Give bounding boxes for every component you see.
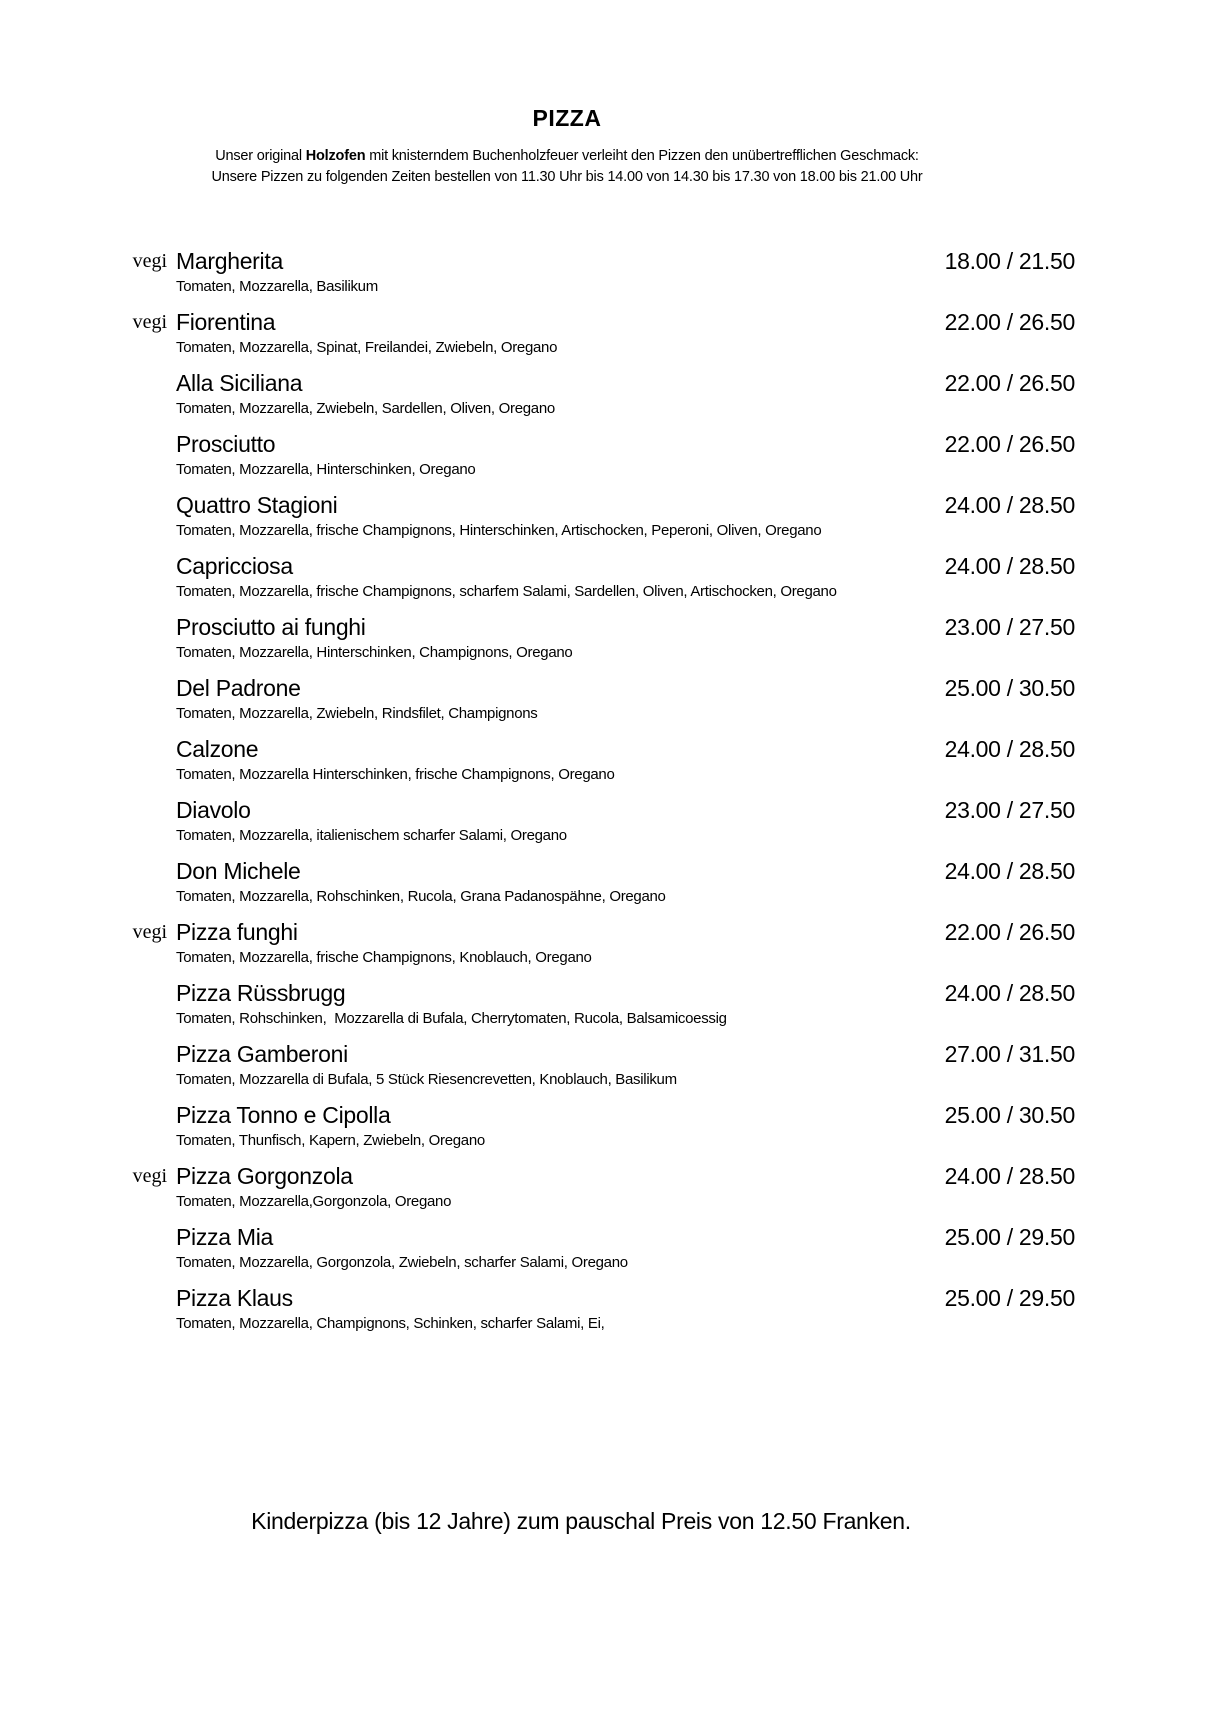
pizza-name: Pizza Tonno e Cipolla bbox=[176, 1102, 391, 1128]
item-main bbox=[176, 309, 945, 357]
pizza-description: Tomaten, Mozzarella, italienischem scharfer Salami, Oregano bbox=[176, 827, 567, 844]
menu-item bbox=[107, 309, 1075, 357]
pizza-description: Tomaten, Mozzarella, Rohschinken, Rucola, Grana Padanospähne, Oregano bbox=[176, 888, 666, 905]
pizza-price: 24.00 / 28.50 bbox=[944, 736, 1075, 762]
intro-text bbox=[107, 146, 1027, 188]
pizza-description: Tomaten, Mozzarella, frische Champignons, Knoblauch, Oregano bbox=[176, 949, 592, 966]
pizza-name: Alla Siciliana bbox=[176, 370, 303, 396]
pizza-price: 23.00 / 27.50 bbox=[944, 797, 1075, 823]
pizza-name: Pizza Klaus bbox=[176, 1285, 293, 1311]
pizza-price: 24.00 / 28.50 bbox=[944, 858, 1075, 884]
pizza-name: Pizza Mia bbox=[176, 1224, 273, 1250]
item-main bbox=[176, 553, 945, 601]
pizza-price: 25.00 / 29.50 bbox=[944, 1224, 1075, 1250]
pizza-price: 22.00 / 26.50 bbox=[944, 309, 1075, 335]
pizza-price: 24.00 / 28.50 bbox=[944, 553, 1075, 579]
pizza-description: Tomaten, Mozzarella di Bufala, 5 Stück Riesencrevetten, Knoblauch, Basilikum bbox=[176, 1071, 677, 1088]
item-main bbox=[176, 492, 945, 540]
pizza-name: Pizza Rüssbrugg bbox=[176, 980, 346, 1006]
pizza-description: Tomaten, Mozzarella, frische Champignons, Hinterschinken, Artischocken, Peperoni, Oliven, Oregano bbox=[176, 522, 822, 539]
kinderpizza-note: Kinderpizza (bis 12 Jahre) zum pauschal Preis von 12.50 Franken. bbox=[251, 1508, 911, 1534]
pizza-description: Tomaten, Mozzarella, Zwiebeln, Rindsfilet, Champignons bbox=[176, 705, 538, 722]
item-main bbox=[176, 736, 945, 784]
item-main bbox=[176, 980, 945, 1028]
page-content bbox=[107, 0, 1075, 1535]
menu-list bbox=[107, 248, 1075, 1333]
pizza-name: Calzone bbox=[176, 736, 259, 762]
intro-line1-bold: Holzofen bbox=[305, 148, 366, 164]
pizza-price: 23.00 / 27.50 bbox=[944, 614, 1075, 640]
item-main bbox=[176, 797, 945, 845]
pizza-description: Tomaten, Mozzarella, Champignons, Schinken, scharfer Salami, Ei, bbox=[176, 1315, 605, 1332]
pizza-name: Fiorentina bbox=[176, 309, 276, 335]
vegi-label: vegi bbox=[132, 250, 167, 272]
menu-item bbox=[107, 919, 1075, 967]
pizza-name: Don Michele bbox=[176, 858, 301, 884]
pizza-description: Tomaten, Mozzarella, Hinterschinken, Champignons, Oregano bbox=[176, 644, 573, 661]
pizza-description: Tomaten, Mozzarella, Zwiebeln, Sardellen, Oliven, Oregano bbox=[176, 400, 555, 417]
pizza-price: 25.00 / 29.50 bbox=[944, 1285, 1075, 1311]
pizza-name: Diavolo bbox=[176, 797, 251, 823]
menu-item bbox=[107, 1102, 1075, 1150]
menu-item bbox=[107, 431, 1075, 479]
menu-item bbox=[107, 980, 1075, 1028]
pizza-name: Prosciutto bbox=[176, 431, 276, 457]
vegi-label: vegi bbox=[132, 921, 167, 943]
menu-item bbox=[107, 553, 1075, 601]
item-main bbox=[176, 614, 945, 662]
pizza-name: Pizza funghi bbox=[176, 919, 298, 945]
pizza-name: Margherita bbox=[176, 248, 283, 274]
pizza-price: 18.00 / 21.50 bbox=[944, 248, 1075, 274]
pizza-description: Tomaten, Rohschinken, Mozzarella di Bufala, Cherrytomaten, Rucola, Balsamicoessig bbox=[176, 1010, 727, 1027]
intro-line1-suffix: mit knisterndem Buchenholzfeuer verleiht den Pizzen den unübertrefflichen Geschmack: bbox=[365, 148, 919, 164]
item-main bbox=[176, 1163, 945, 1211]
pizza-description: Tomaten, Thunfisch, Kapern, Zwiebeln, Oregano bbox=[176, 1132, 485, 1149]
menu-item bbox=[107, 858, 1075, 906]
pizza-price: 22.00 / 26.50 bbox=[944, 370, 1075, 396]
menu-item bbox=[107, 1224, 1075, 1272]
item-main bbox=[176, 675, 945, 723]
intro-line1-prefix: Unser original bbox=[215, 148, 306, 164]
menu-item bbox=[107, 797, 1075, 845]
menu-item bbox=[107, 492, 1075, 540]
item-main bbox=[176, 370, 945, 418]
pizza-name: Pizza Gorgonzola bbox=[176, 1163, 353, 1189]
item-main bbox=[176, 1102, 945, 1150]
menu-item bbox=[107, 1285, 1075, 1333]
menu-item bbox=[107, 1163, 1075, 1211]
page-title: PIZZA bbox=[532, 105, 602, 131]
pizza-price: 25.00 / 30.50 bbox=[944, 1102, 1075, 1128]
pizza-price: 22.00 / 26.50 bbox=[944, 919, 1075, 945]
item-main bbox=[176, 1224, 945, 1272]
menu-item bbox=[107, 248, 1075, 296]
pizza-description: Tomaten, Mozzarella Hinterschinken, frische Champignons, Oregano bbox=[176, 766, 615, 783]
menu-item bbox=[107, 1041, 1075, 1089]
pizza-name: Capricciosa bbox=[176, 553, 293, 579]
item-main bbox=[176, 1285, 945, 1333]
menu-item bbox=[107, 675, 1075, 723]
page-header bbox=[107, 104, 1027, 188]
pizza-name: Quattro Stagioni bbox=[176, 492, 338, 518]
vegi-label: vegi bbox=[132, 1165, 167, 1187]
pizza-description: Tomaten, Mozzarella, frische Champignons, scharfem Salami, Sardellen, Oliven, Artischocken, Oregano bbox=[176, 583, 837, 600]
pizza-name: Prosciutto ai funghi bbox=[176, 614, 366, 640]
intro-line-1 bbox=[107, 146, 1027, 167]
pizza-name: Pizza Gamberoni bbox=[176, 1041, 348, 1067]
pizza-price: 24.00 / 28.50 bbox=[944, 1163, 1075, 1189]
pizza-description: Tomaten, Mozzarella, Basilikum bbox=[176, 278, 378, 295]
pizza-price: 27.00 / 31.50 bbox=[944, 1041, 1075, 1067]
item-main bbox=[176, 248, 945, 296]
item-main bbox=[176, 858, 945, 906]
pizza-description: Tomaten, Mozzarella, Gorgonzola, Zwiebeln, scharfer Salami, Oregano bbox=[176, 1254, 628, 1271]
item-main bbox=[176, 1041, 945, 1089]
item-main bbox=[176, 431, 945, 479]
menu-item bbox=[107, 736, 1075, 784]
pizza-price: 25.00 / 30.50 bbox=[944, 675, 1075, 701]
intro-line-2: Unsere Pizzen zu folgenden Zeiten bestellen von 11.30 Uhr bis 14.00 von 14.30 bis 17.30 von 18.00 bis 21.00 Uhr bbox=[211, 169, 923, 185]
menu-item bbox=[107, 614, 1075, 662]
pizza-price: 22.00 / 26.50 bbox=[944, 431, 1075, 457]
pizza-description: Tomaten, Mozzarella, Spinat, Freilandei, Zwiebeln, Oregano bbox=[176, 339, 558, 356]
pizza-price: 24.00 / 28.50 bbox=[944, 980, 1075, 1006]
pizza-name: Del Padrone bbox=[176, 675, 301, 701]
pizza-description: Tomaten, Mozzarella,Gorgonzola, Oregano bbox=[176, 1193, 452, 1210]
pizza-description: Tomaten, Mozzarella, Hinterschinken, Oregano bbox=[176, 461, 476, 478]
item-main bbox=[176, 919, 945, 967]
pizza-price: 24.00 / 28.50 bbox=[944, 492, 1075, 518]
vegi-label: vegi bbox=[132, 311, 167, 333]
menu-item bbox=[107, 370, 1075, 418]
